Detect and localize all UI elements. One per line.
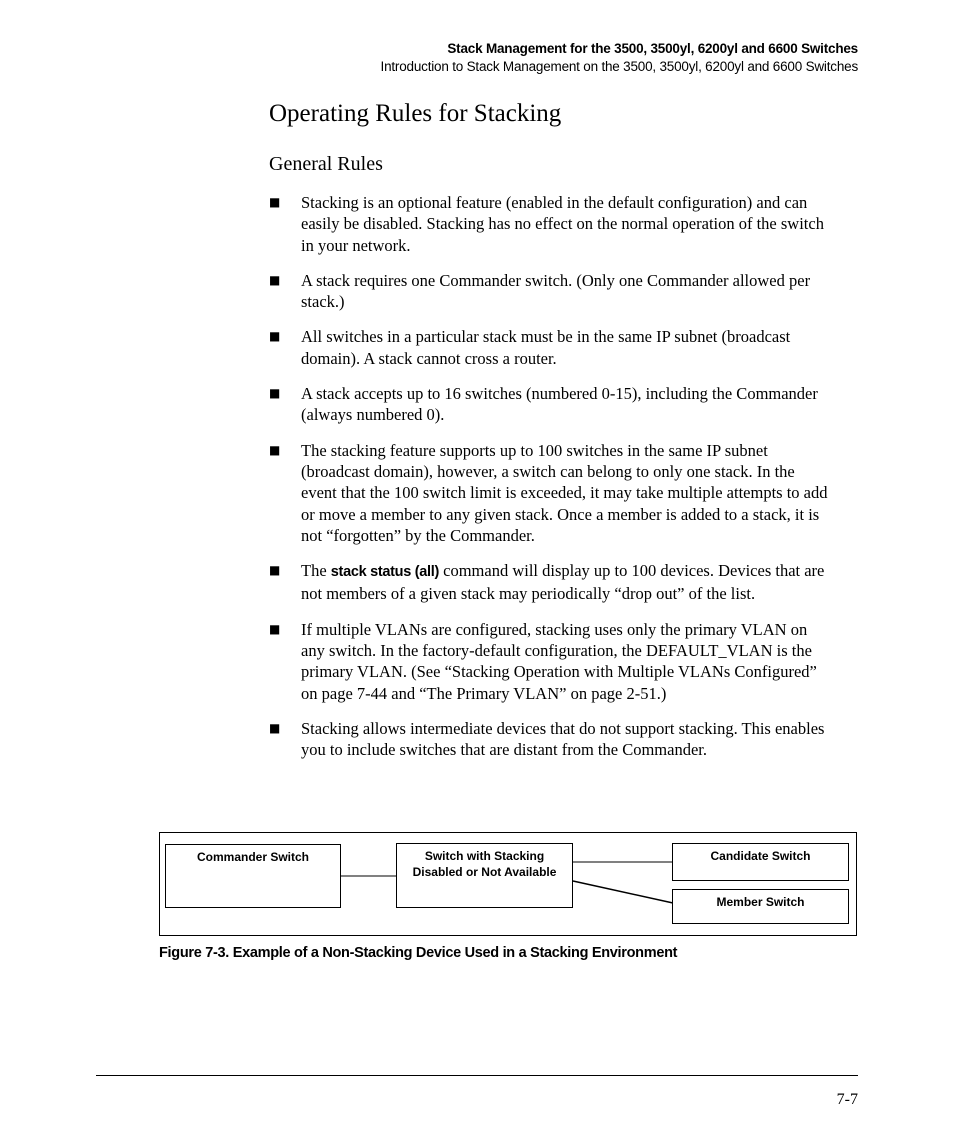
rule-item [269,326,829,369]
candidate-switch-label: Candidate Switch [710,849,811,863]
member-link-line [573,881,673,903]
figure-caption: Figure 7-3. Example of a Non-Stacking Device Used in a Stacking Environment [159,945,678,961]
rule-text: A stack requires one Commander switch. (Only one Commander allowed per stack.) [301,270,811,312]
square-bullet-icon: ■ [269,386,281,401]
commander-switch-label: Commander Switch [196,850,310,864]
commander-switch-box [165,844,341,908]
rule-item [269,270,829,313]
member-switch-box [672,889,849,924]
rule-text: Stacking allows intermediate devices that do not support stacking. This enables you to include switches that are distant from the Commander. [301,718,825,760]
square-bullet-icon: ■ [269,720,281,735]
rule-item [269,718,829,761]
candidate-switch-box [672,843,849,881]
rule-item [269,619,829,704]
rule-text: All switches in a particular stack must be in the same IP subnet (broadcast domain). A stack cannot cross a router. [301,327,791,368]
page-number: 7-7 [836,1091,858,1108]
non-stacking-label-line1: Switch with Stacking [424,849,545,863]
non-stacking-label-line2: Disabled or Not Available [412,865,557,879]
footer-divider [96,1075,858,1076]
rule-text-after: command will display up to 100 devices. Devices that are not members of a given stack may periodically “drop out” of the list. [301,561,825,604]
subsection-title: General Rules [269,153,383,175]
rule-item [269,560,829,605]
non-stacking-switch-box [396,843,573,908]
square-bullet-icon: ■ [269,563,281,578]
rule-text: The stacking feature supports up to 100 switches in the same IP subnet (broadcast domain), however, a switch can belong to only one stack. In the event that the 100 switch limit is exceeded, it may take multiple attempts to add or move a member to any given stack. Once a member is added to a stack, it is not “forgotten” by the Commander. [301,440,828,545]
rule-item [269,192,829,256]
member-switch-label: Member Switch [716,895,805,909]
square-bullet-icon: ■ [269,329,281,344]
rule-text: If multiple VLANs are configured, stacking uses only the primary VLAN on any switch. In the factory-default configuration, the DEFAULT_VLAN is the primary VLAN. (See “Stacking Operation with Multiple VLANs Configured” on page 7-44 and “The Primary VLAN” on page 2-51.) [301,619,817,703]
section-title: Operating Rules for Stacking [269,100,562,127]
running-header-subtitle: Introduction to Stack Management on the 3500, 3500yl, 6200yl and 6600 Switches [380,59,858,74]
square-bullet-icon: ■ [269,195,281,209]
rule-text: Stacking is an optional feature (enabled in the default configuration) and can easily be disabled. Stacking has no effect on the normal operation of the switch in your network. [301,193,824,255]
running-header-title: Stack Management for the 3500, 3500yl, 6200yl and 6600 Switches [447,41,858,56]
stacking-diagram [159,832,857,936]
rule-item [269,383,829,426]
rules-list [269,192,829,775]
square-bullet-icon: ■ [269,272,281,287]
square-bullet-icon: ■ [269,442,281,457]
rule-text-before: The [301,561,331,581]
command-name: stack status (all) [330,564,440,581]
rule-item [269,440,829,546]
square-bullet-icon: ■ [269,621,281,636]
rule-text: A stack accepts up to 16 switches (numbered 0-15), including the Commander (always numbered 0). [301,384,818,425]
